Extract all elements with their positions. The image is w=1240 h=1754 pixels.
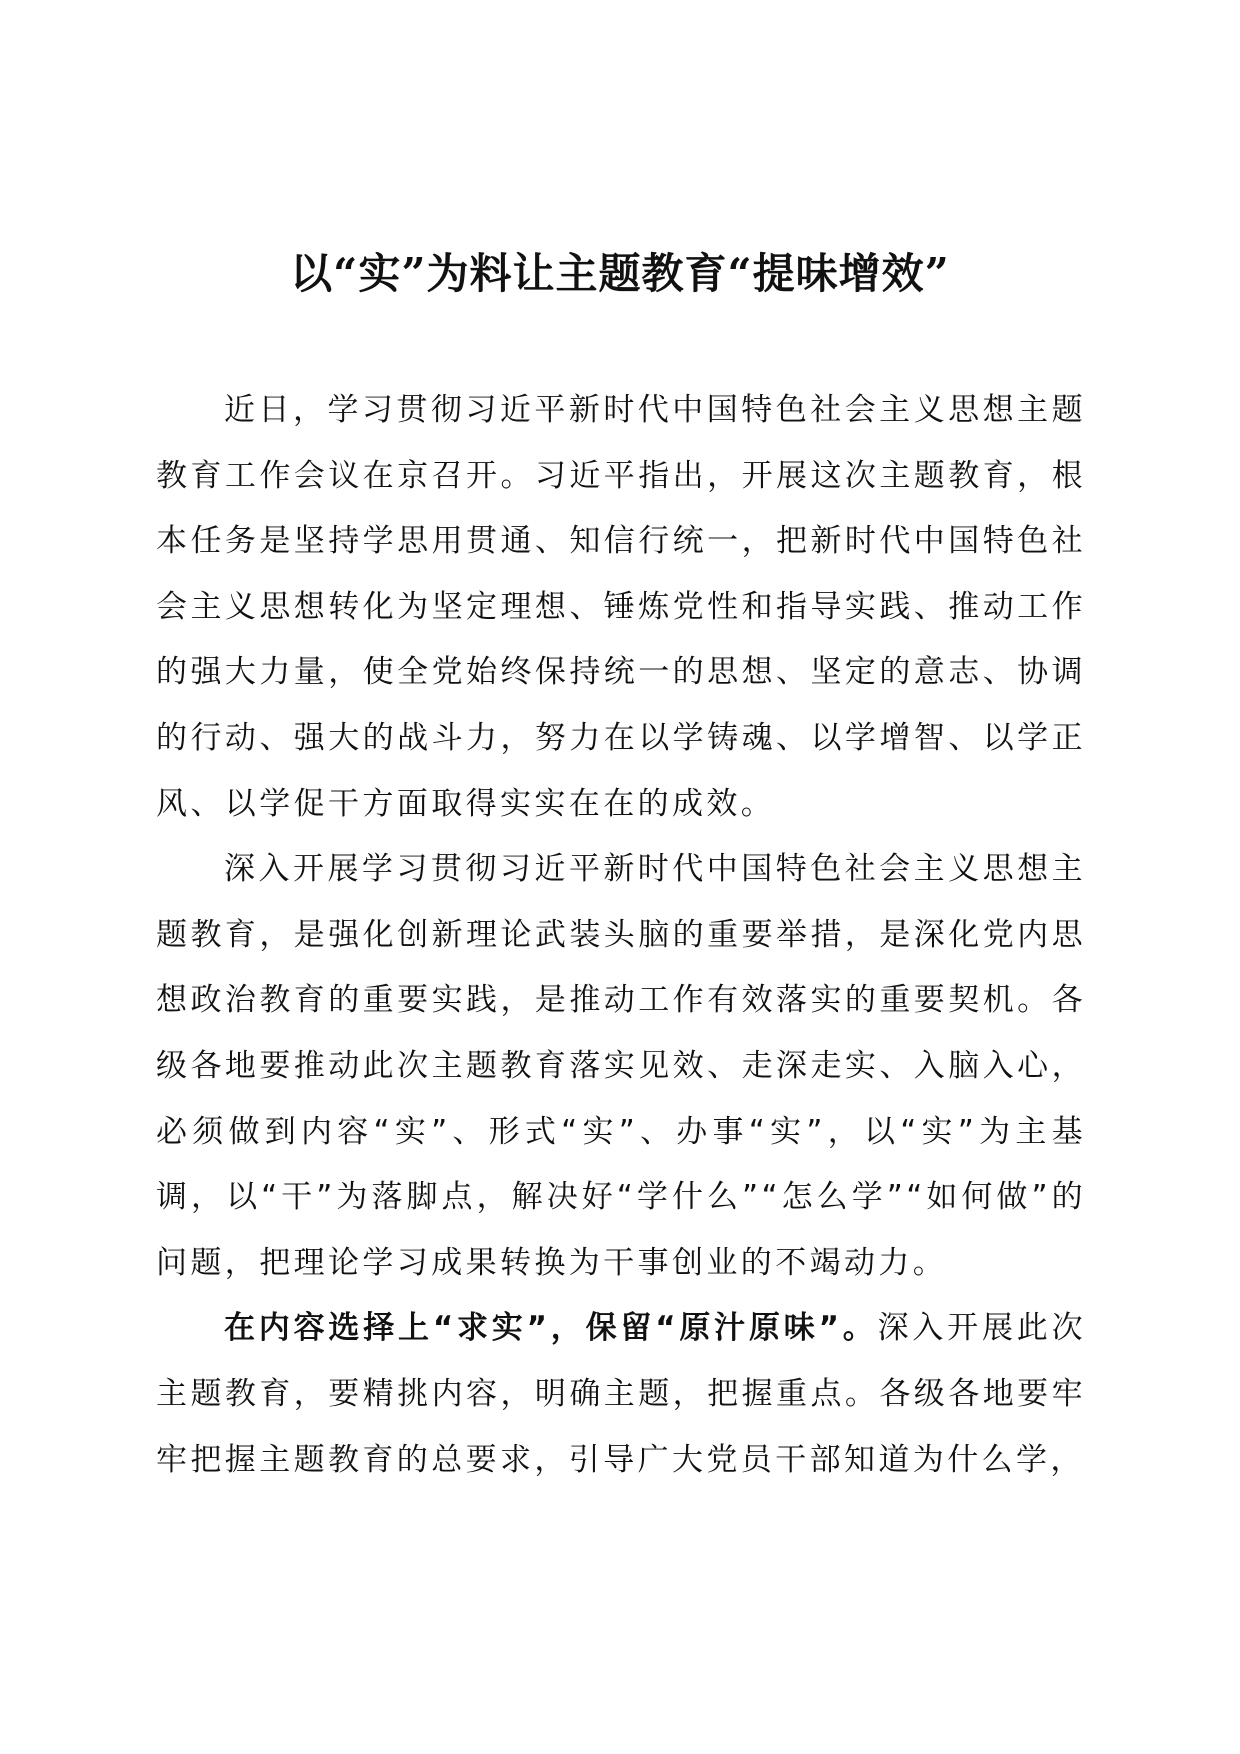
paragraph-1 — [156, 378, 1086, 837]
paragraph-3-lead: 在内容选择上“求实”，保留“原汁原味”。 — [224, 1310, 878, 1347]
paragraph-3 — [156, 1296, 1086, 1493]
paragraph-1-text: 近日，学习贯彻习近平新时代中国特色社会主义思想主题教育工作会议在京召开。习近平指出，开展这次主题教育，根本任务是坚持学思用贯通、知信行统一，把新时代中国特色社会主义思想转化为坚定理想、锤炼党性和指导实践、推动工作的强大力量，使全党始终保持统一的思想、坚定的意志、协调的行动、强大的战斗力，努力在以学铸魂、以学增智、以学正风、以学促干方面取得实实在在的成效。 — [156, 392, 1086, 822]
paragraph-2-text: 深入开展学习贯彻习近平新时代中国特色社会主义思想主题教育，是强化创新理论武装头脑的重要举措，是深化党内思想政治教育的重要实践，是推动工作有效落实的重要契机。各级各地要推动此次主题教育落实见效、走深走实、入脑入心，必须做到内容“实”、形式“实”、办事“实”，以“实”为主基调，以“干”为落脚点，解决好“学什么”“怎么学”“如何做”的问题，把理论学习成果转换为干事创业的不竭动力。 — [156, 851, 1086, 1281]
paragraph-3-text: 深入开展此次主题教育，要精挑内容，明确主题，把握重点。各级各地要牢牢把握主题教育的总要求，引导广大党员干部知道为什么学， — [156, 1310, 1086, 1478]
paragraph-2 — [156, 837, 1086, 1296]
document-body — [156, 378, 1086, 1493]
document-title: 以“实”为料让主题教育“提味增效” — [290, 249, 950, 298]
